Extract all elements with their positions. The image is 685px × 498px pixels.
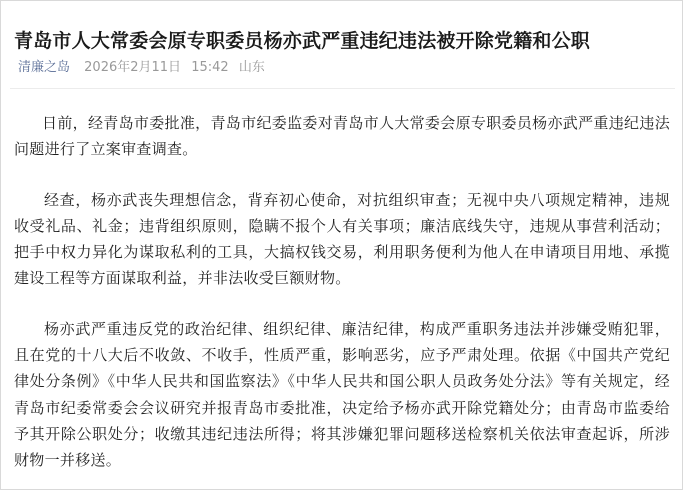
article-title: 青岛市人大常委会原专职委员杨亦武严重违纪违法被开除党籍和公职 (14, 29, 591, 52)
publish-time: 15:42 (191, 60, 229, 75)
paragraph-2: 经查，杨亦武丧失理想信念，背弃初心使命，对抗组织审查；无视中央八项规定精神，违规收受礼品、礼金；违背组织原则，隐瞒不报个人有关事项；廉洁底线失守，违规从事营利活动；把手中权力异化为谋取私利的工具，大搞权钱交易，利用职务便利为他人在申请项目用地、承揽建设工程等方面谋取利益，并非法收受巨额财物。 (14, 190, 670, 288)
article-meta (18, 58, 265, 78)
header-divider (10, 88, 675, 89)
paragraph-3: 杨亦武严重违反党的政治纪律、组织纪律、廉洁纪律，构成严重职务违法并涉嫌受贿犯罪，且在党的十八大后不收敛、不收手，性质严重，影响恶劣，应予严肃处理。依据《中国共产党纪律处分条例》《中华人民共和国监察法》《中华人民共和国公职人员政务处分法》等有关规定，经青岛市纪委常委会会议研究并报青岛市委批准，决定给予杨亦武开除党籍处分；由青岛市监委给予其开除公职处分；收缴其违纪违法所得；将其涉嫌犯罪问题移送检察机关依法审查起诉，所涉财物一并移送。 (14, 319, 670, 470)
paragraph-1: 日前，经青岛市委批准，青岛市纪委监委对青岛市人大常委会原专职委员杨亦武严重违纪违法问题进行了立案审查调查。 (14, 114, 670, 159)
publish-region: 山东 (238, 60, 265, 75)
publish-date: 2026年2月11日 (84, 60, 182, 75)
source-link[interactable]: 清廉之岛 (18, 60, 71, 75)
article-body (14, 110, 670, 498)
